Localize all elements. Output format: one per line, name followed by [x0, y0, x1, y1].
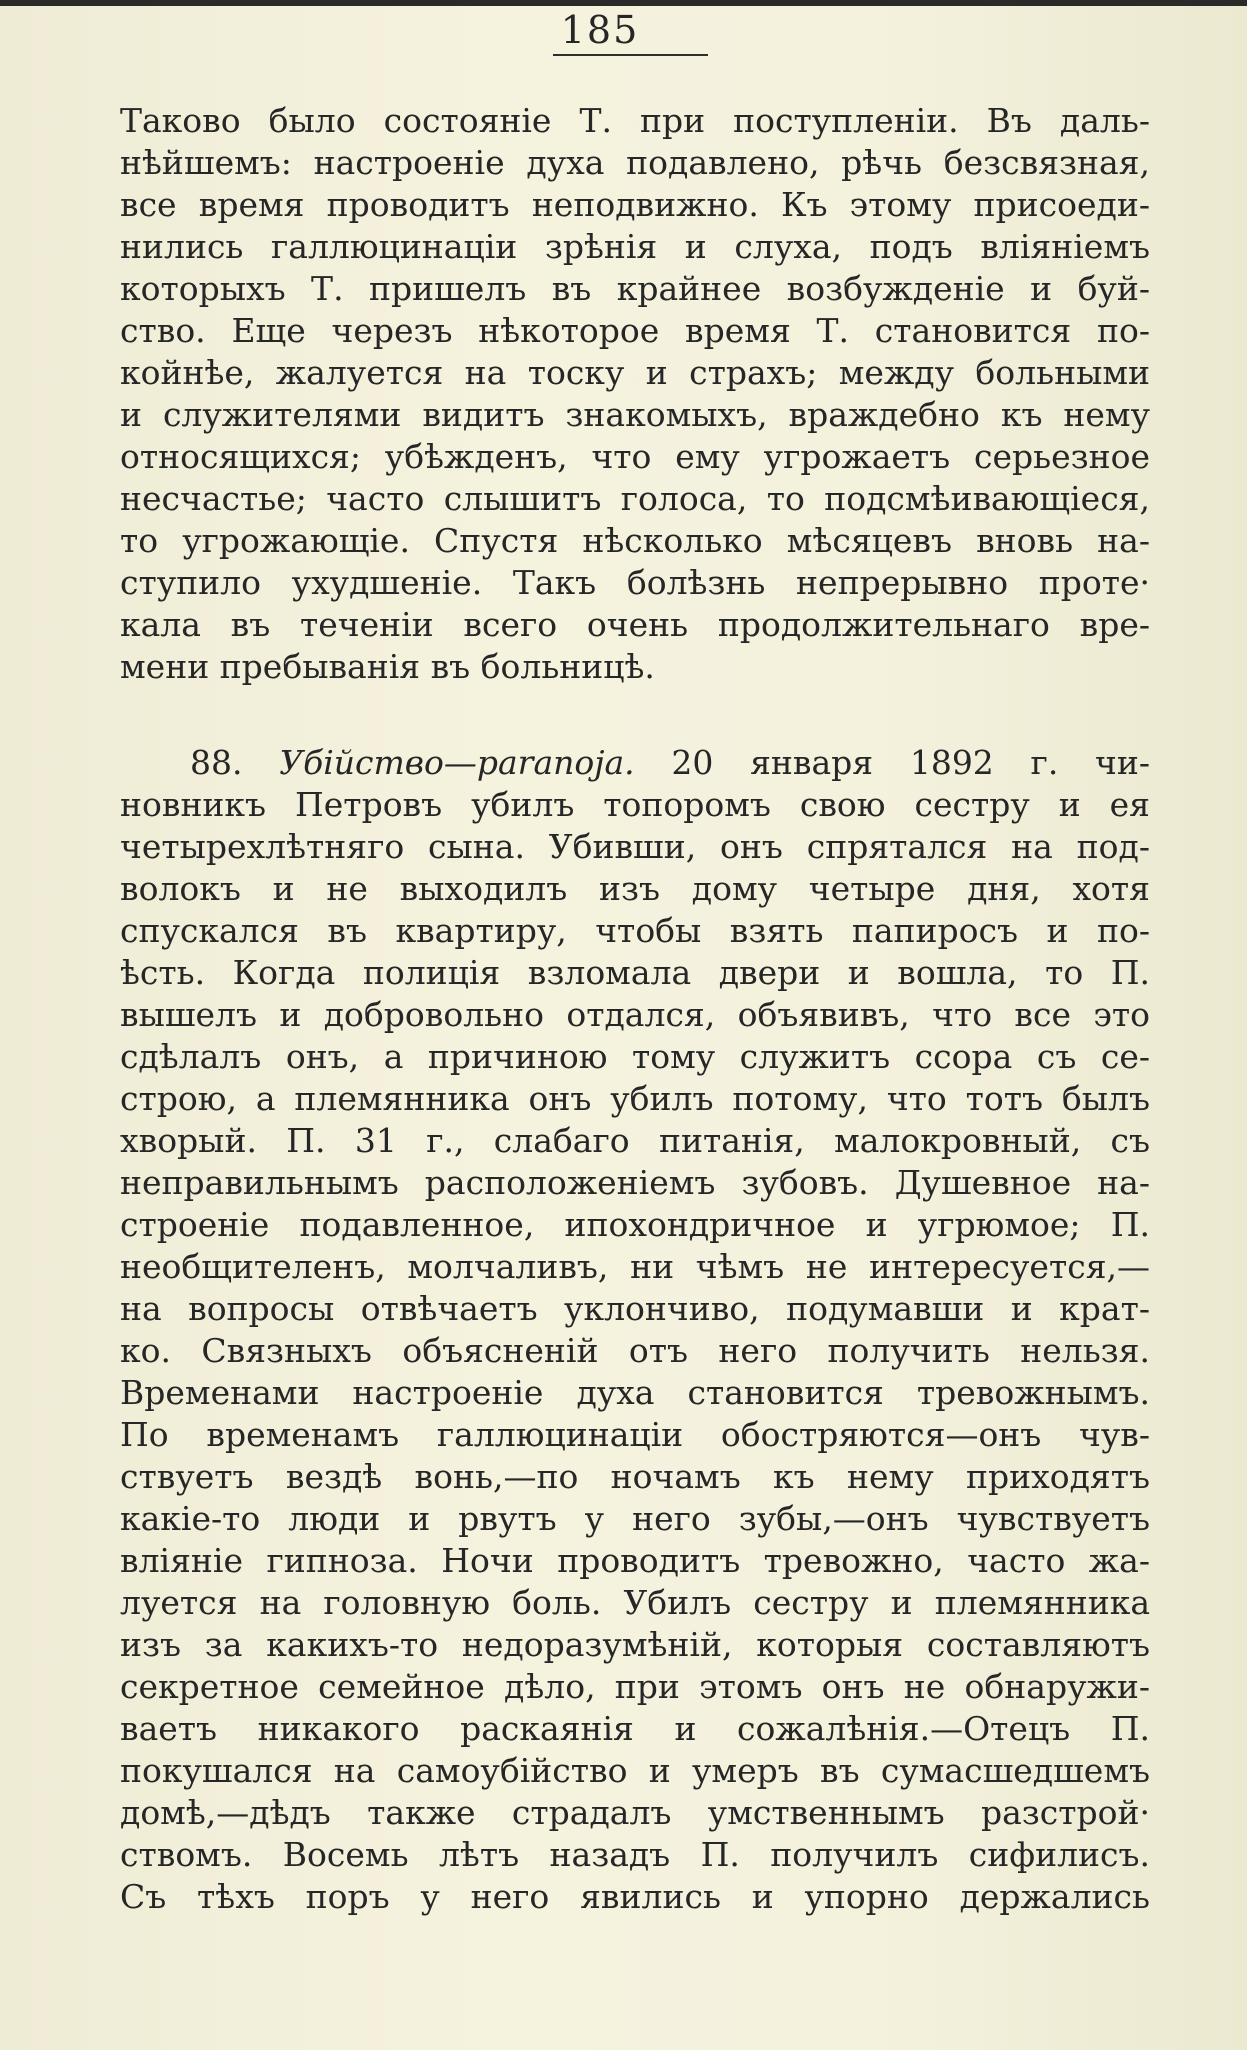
text-line: необщителенъ, молчаливъ, ни чѣмъ не интересуется,— [120, 1247, 1150, 1286]
text-line: строенiе подавленное, ипохондричное и угрюмое; П. [120, 1205, 1150, 1244]
text-line: какiе-то люди и рвутъ у него зубы,—онъ чувствуетъ [120, 1499, 1150, 1538]
text-line: ступило ухудшенiе. Такъ болѣзнь непрерывно проте· [120, 563, 1150, 602]
text-line: все время проводитъ неподвижно. Къ этому присоеди- [120, 185, 1150, 224]
text-line: четырехлѣтняго сына. Убивши, онъ спрятался на под- [120, 827, 1150, 866]
text-line: нѣйшемъ: настроенiе духа подавлено, рѣчь безсвязная, [120, 143, 1150, 182]
text-line: строю, а племянника онъ убилъ потому, что тотъ былъ [120, 1079, 1150, 1118]
text-line: Таково было состоянiе Т. при поступленiи. Въ даль- [120, 101, 1150, 140]
text-line: которыхъ Т. пришелъ въ крайнее возбужденiе и буй- [120, 269, 1150, 308]
text-line: то угрожающiе. Спустя нѣсколько мѣсяцевъ вновь на- [120, 521, 1150, 560]
text-line: волокъ и не выходилъ изъ дому четыре дня, хотя [120, 869, 1150, 908]
text-line: ствомъ. Восемь лѣтъ назадъ П. получилъ сифилисъ. [120, 1835, 1150, 1874]
case-heading-line [120, 742, 1150, 784]
page-number-rule [553, 54, 708, 56]
case-title: Убiйство—paranoja. [279, 743, 635, 782]
text-line: несчастье; часто слышитъ голоса, то подсмѣивающiеся, [120, 479, 1150, 518]
text-line: Временами настроенiе духа становится тревожнымъ. [120, 1373, 1150, 1412]
top-edge-border [0, 0, 1247, 6]
text-line: на вопросы отвѣчаетъ уклончиво, подумавши и крат- [120, 1289, 1150, 1328]
case-date-text: 20 января 1892 г. чи- [671, 743, 1150, 782]
text-line: новникъ Петровъ убилъ топоромъ свою сестру и ея [120, 785, 1150, 824]
text-line: хворый. П. 31 г., слабаго питанiя, малокровный, съ [120, 1121, 1150, 1160]
text-line: ѣсть. Когда полицiя взломала двери и вошла, то П. [120, 953, 1150, 992]
text-line: ко. Связныхъ объясненiй отъ него получить нельзя. [120, 1331, 1150, 1370]
text-line: спускался въ квартиру, чтобы взять папиросъ и по- [120, 911, 1150, 950]
text-line: Съ тѣхъ поръ у него явились и упорно держались [120, 1877, 1150, 1916]
case-number: 88. [190, 743, 243, 782]
text-line: койнѣе, жалуется на тоску и страхъ; между больными [120, 353, 1150, 392]
text-line: и служителями видитъ знакомыхъ, враждебно къ нему [120, 395, 1150, 434]
text-line: относящихся; убѣжденъ, что ему угрожаетъ серьезное [120, 437, 1150, 476]
text-line: кала въ теченiи всего очень продолжительнаго вре- [120, 605, 1150, 644]
text-line: вышелъ и добровольно отдался, объявивъ, что все это [120, 995, 1150, 1034]
text-line: ствуетъ вездѣ вонь,—по ночамъ къ нему приходятъ [120, 1457, 1150, 1496]
text-line: влiянiе гипноза. Ночи проводитъ тревожно, часто жа- [120, 1541, 1150, 1580]
text-line: луется на головную боль. Убилъ сестру и племянника [120, 1583, 1150, 1622]
text-line: домѣ,—дѣдъ также страдалъ умственнымъ разстрой· [120, 1793, 1150, 1832]
text-line: По временамъ галлюцинацiи обостряются—онъ чув- [120, 1415, 1150, 1454]
text-line: ство. Еще черезъ нѣкоторое время Т. становится по- [120, 311, 1150, 350]
text-line: ваетъ никакого раскаянiя и сожалѣнiя.—Отецъ П. [120, 1709, 1150, 1748]
text-line: изъ за какихъ-то недоразумѣнiй, которыя составляютъ [120, 1625, 1150, 1664]
text-line: неправильнымъ расположенiемъ зубовъ. Душевное на- [120, 1163, 1150, 1202]
page-number: 185 [560, 8, 640, 52]
text-line: секретное семейное дѣло, при этомъ онъ не обнаружи- [120, 1667, 1150, 1706]
text-line: покушался на самоубiйство и умеръ въ сумасшедшемъ [120, 1751, 1150, 1790]
text-line: мени пребыванiя въ больницѣ. [120, 647, 655, 686]
text-line: нились галлюцинацiи зрѣнiя и слуха, подъ влiянiемъ [120, 227, 1150, 266]
text-line: сдѣлалъ онъ, а причиною тому служитъ ссора съ се- [120, 1037, 1150, 1076]
